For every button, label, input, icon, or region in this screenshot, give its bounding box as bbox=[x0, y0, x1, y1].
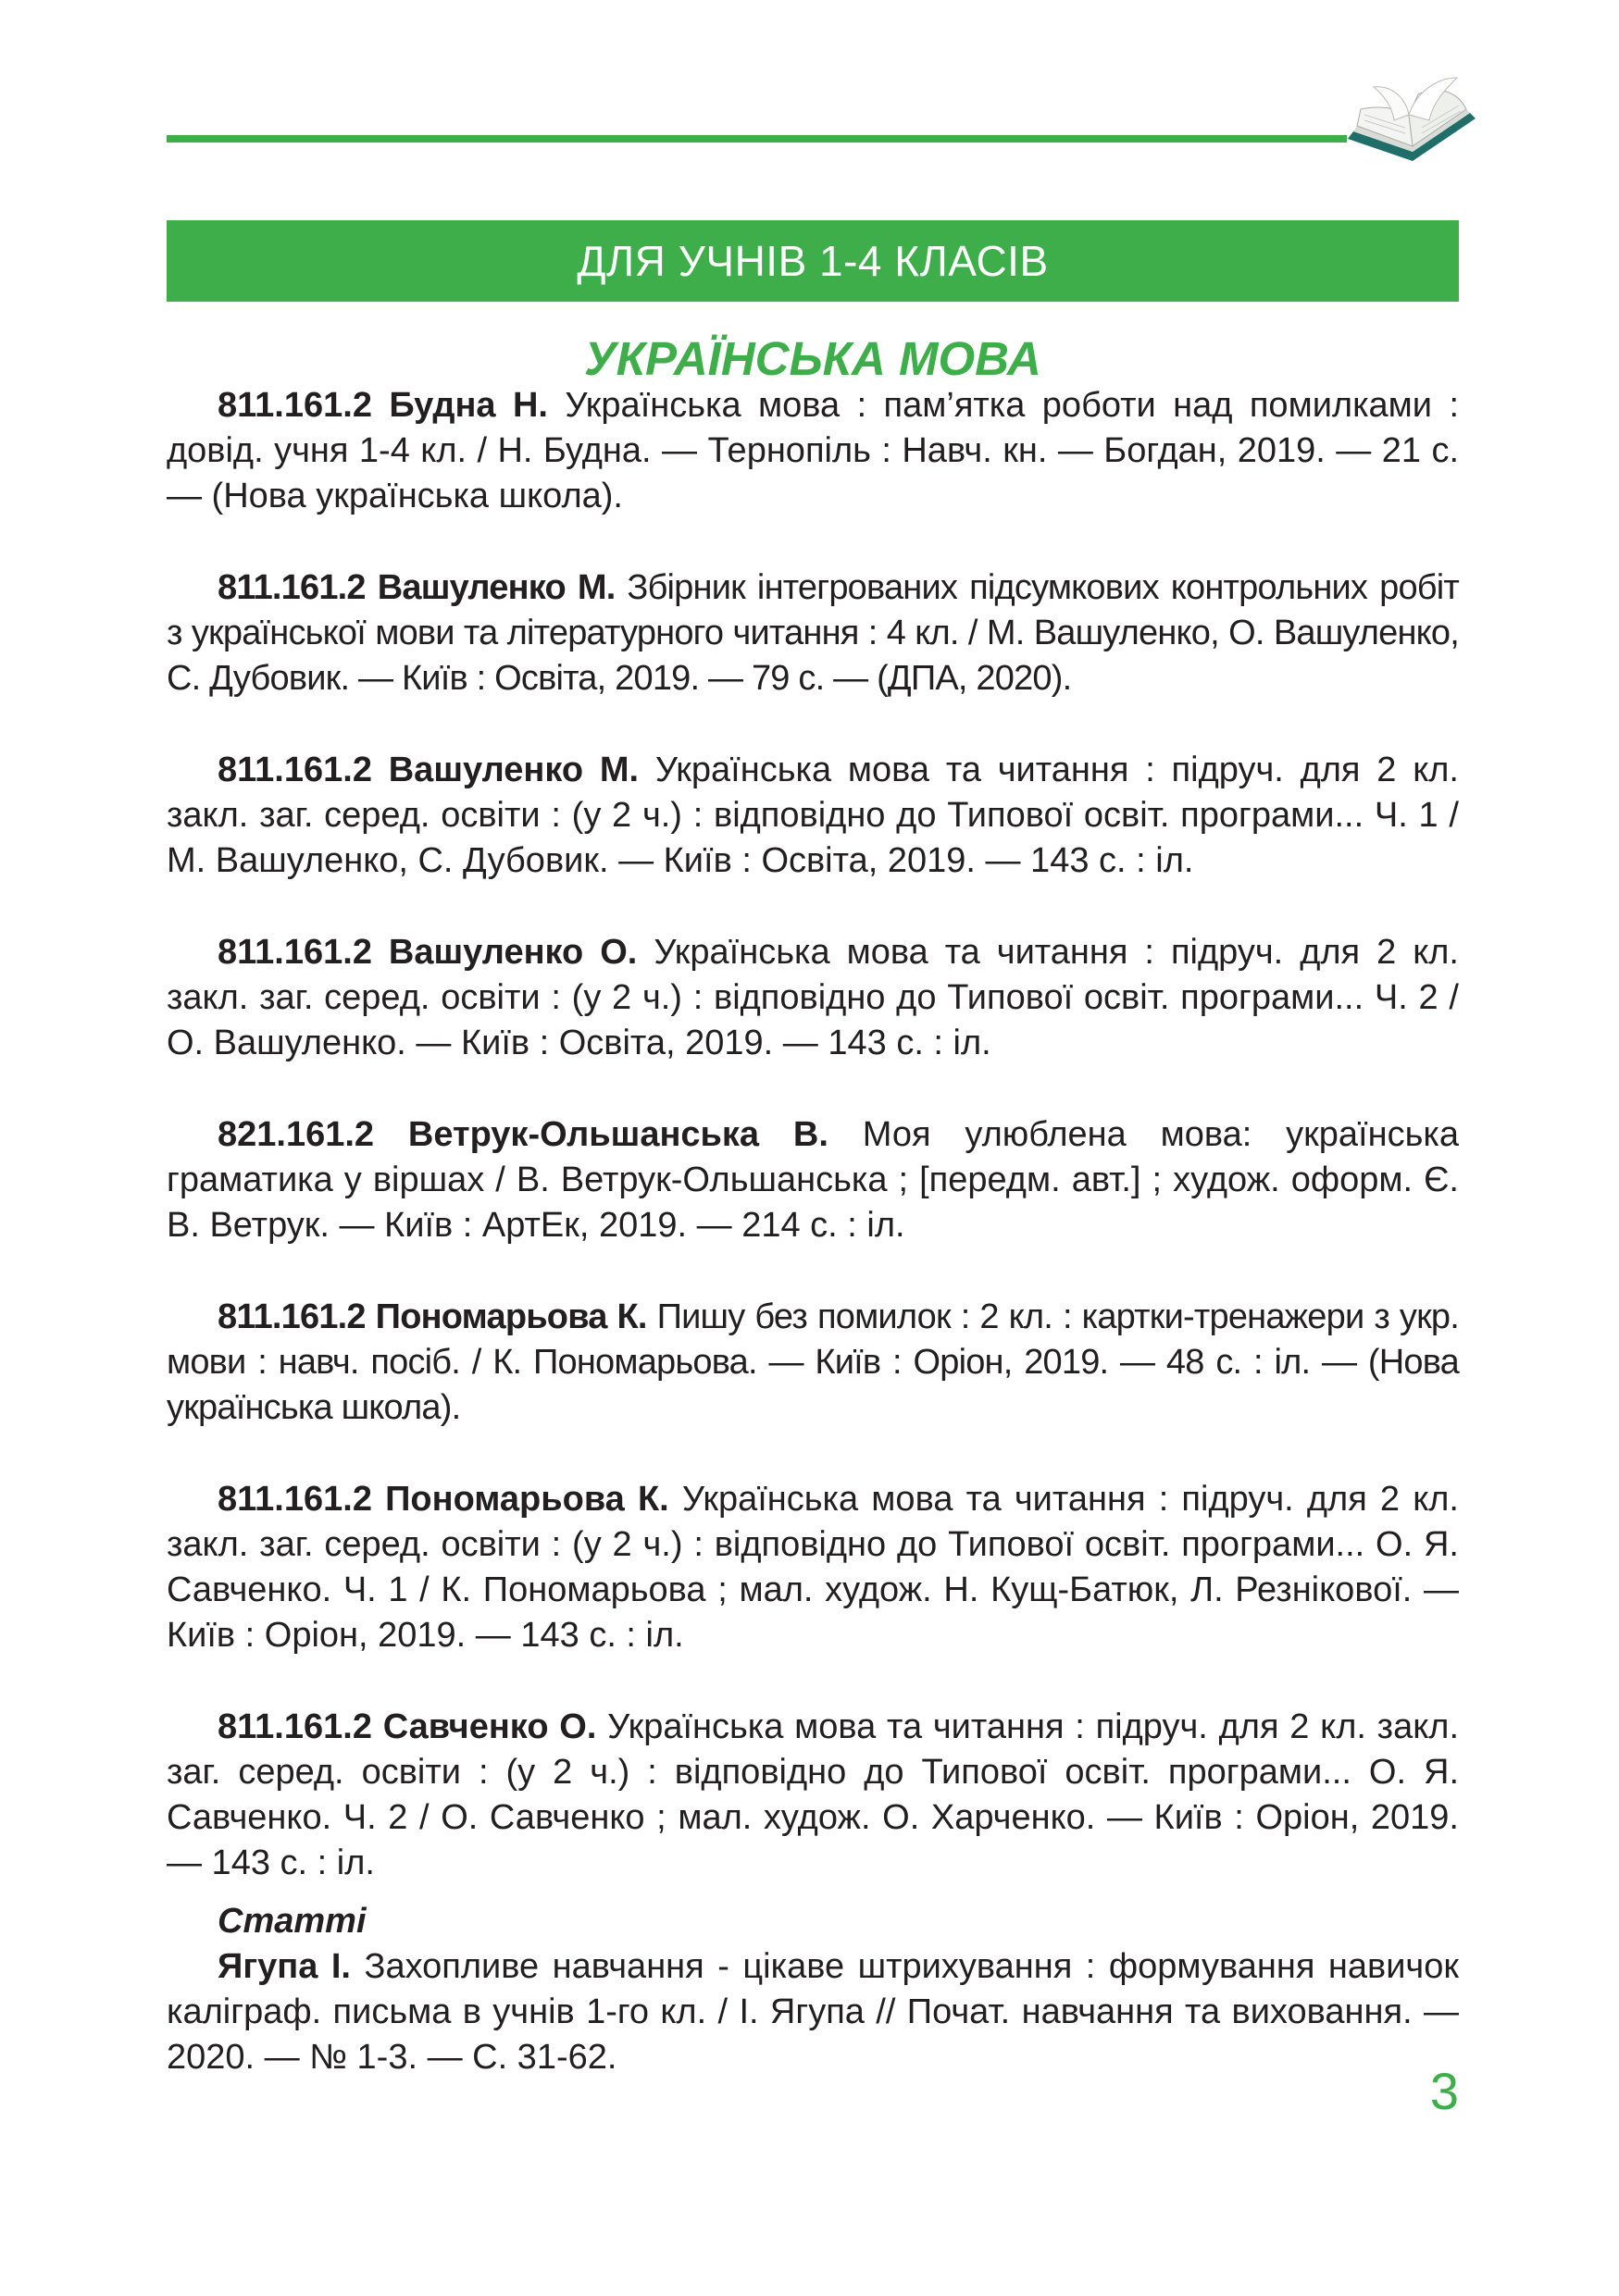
entry-author: 811.161.2 Вашуленко М. bbox=[218, 568, 616, 607]
entry-author: 811.161.2 Пономарьова К. bbox=[218, 1297, 647, 1336]
bibliography-list bbox=[167, 383, 1459, 1932]
article-text: Захопливе навчання - цікаве штрихування : формування навичок каліграф. письма в учнів 1-го кл. / І. Ягупа // Почат. навчання та виховання. — 2020. — № 1-3. — С. 31-62. bbox=[167, 1947, 1459, 2077]
entry-author: 811.161.2 Вашуленко О. bbox=[218, 933, 638, 972]
entry-author: 821.161.2 Ветрук-Ольшанська В. bbox=[218, 1115, 828, 1154]
entry-text: Українська мова та читання : підруч. для 2 кл. закл. заг. серед. освіти : (у 2 ч.) : відповідно до Типової освіт. програми... О. Я. Савченко. Ч. 2 / О. Савченко ; мал. худож. О. Харченко. — Київ : Оріон, 2019. — 143 с. : іл. bbox=[167, 1707, 1460, 1882]
entry-text: Українська мова та читання : підруч. для 2 кл. закл. заг. серед. освіти : (у 2 ч.) : відповідно до Типової освіт. програми... Ч. 2 / О. Вашуленко. — Київ : Освіта, 2019. — 143 с. : іл. bbox=[167, 933, 1459, 1062]
bibliography-entry bbox=[167, 1477, 1459, 1658]
articles-heading: Статті bbox=[218, 1902, 367, 1941]
entry-text: Українська мова : пам’ятка роботи над помилками : довід. учня 1-4 кл. / Н. Будна. — Тернопіль : Навч. кн. — Богдан, 2019. — 21 с. — (Нова українська школа). bbox=[167, 386, 1459, 515]
open-book-icon bbox=[1340, 72, 1479, 165]
bibliography-entry bbox=[167, 565, 1459, 701]
entry-text: Українська мова та читання : підруч. для 2 кл. закл. заг. серед. освіти : (у 2 ч.) : відповідно до Типової освіт. програми... О. Я. Савченко. Ч. 1 / К. Пономарьова ; мал. худож. Н. Кущ-Батюк, Л. Резнікової. — Київ : Оріон, 2019. — 143 с. : іл. bbox=[167, 1480, 1459, 1655]
bibliography-entry bbox=[167, 383, 1459, 519]
article-author: Ягупа І. bbox=[218, 1947, 351, 1986]
bibliography-entry bbox=[167, 1112, 1459, 1248]
articles-section bbox=[167, 1899, 1459, 2080]
entry-author: 811.161.2 Пономарьова К. bbox=[218, 1480, 669, 1519]
page-number: 3 bbox=[1429, 2062, 1459, 2120]
entry-text: Пишу без помилок : 2 кл. : картки-тренажери з укр. мови : навч. посіб. / К. Пономарьова. — Київ : Оріон, 2019. — 48 с. : іл. — (Нова українська школа). bbox=[167, 1297, 1459, 1427]
entry-author: 811.161.2 Савченко О. bbox=[218, 1707, 597, 1746]
subject-heading: УКРАЇНСЬКА МОВА bbox=[584, 332, 1041, 385]
bibliography-entry bbox=[167, 1705, 1459, 1886]
bibliography-entry bbox=[167, 930, 1459, 1066]
entry-author: 811.161.2 Вашуленко М. bbox=[218, 751, 640, 789]
section-title: ДЛЯ УЧНІВ 1-4 КЛАСІВ bbox=[577, 237, 1049, 285]
section-banner bbox=[167, 220, 1459, 302]
bibliography-entry bbox=[167, 1295, 1459, 1431]
entry-author: 811.161.2 Будна Н. bbox=[218, 386, 548, 425]
header-rule bbox=[167, 135, 1347, 143]
article-entry bbox=[167, 1944, 1459, 2080]
bibliography-entry bbox=[167, 748, 1459, 884]
entry-text: Збірник інтегрованих підсумкових контрольних робіт з української мови та літературного читання : 4 кл. / М. Вашуленко, О. Вашуленко, С. Дубовик. — Київ : Освіта, 2019. — 79 с. — (ДПА, 2020). bbox=[167, 568, 1459, 698]
entry-text: Моя улюблена мова: українська граматика у віршах / В. Ветрук-Ольшанська ; [передм. авт.] ; худож. оформ. Є. В. Ветрук. — Київ : АртЕк, 2019. — 214 с. : іл. bbox=[167, 1115, 1459, 1245]
entry-text: Українська мова та читання : підруч. для 2 кл. закл. заг. серед. освіти : (у 2 ч.) : відповідно до Типової освіт. програми... Ч. 1 / М. Вашуленко, С. Дубовик. — Київ : Освіта, 2019. — 143 с. : іл. bbox=[167, 751, 1459, 880]
